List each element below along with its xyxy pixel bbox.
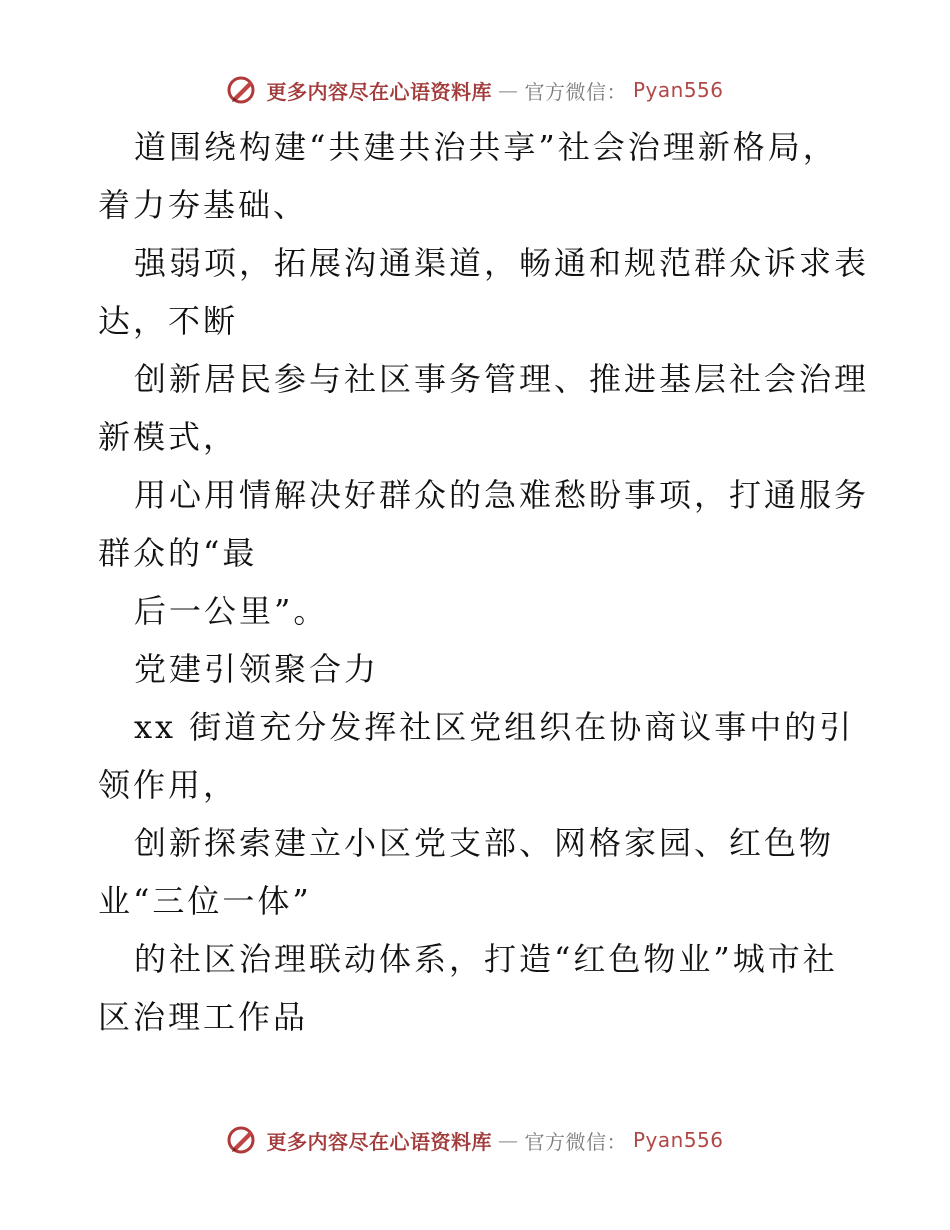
pen-logo-icon	[226, 1123, 260, 1157]
paragraph-7-line-2: 领作用，	[98, 766, 239, 804]
paragraph-8-line-1: 创新探索建立小区党支部、网格家园、红色物	[134, 824, 835, 862]
paragraph-1-line-2: 着力夯基础、	[98, 186, 309, 224]
paragraph-2-line-1: 强弱项，拓展沟通渠道，畅通和规范群众诉求表	[134, 244, 870, 282]
watermark-main-text: 更多内容尽在心语资料库	[266, 1129, 492, 1154]
paragraph-4-line-2: 群众的“最	[98, 534, 258, 572]
watermark-main-text: 更多内容尽在心语资料库	[266, 79, 492, 104]
watermark-dash: —	[497, 78, 519, 102]
watermark-wechat-id: Pyan556	[632, 1128, 724, 1152]
footer-watermark	[0, 1120, 950, 1160]
paragraph-3-line-2: 新模式，	[98, 418, 239, 456]
paragraph-9-line-2: 区治理工作品	[98, 998, 309, 1036]
watermark-wechat-label: 官方微信：	[524, 1129, 627, 1154]
section-heading: 党建引领聚合力	[134, 650, 380, 688]
paragraph-4-line-1: 用心用情解决好群众的急难愁盼事项，打通服务	[134, 476, 870, 514]
paragraph-5-line-1: 后一公里”。	[134, 592, 329, 630]
paragraph-2-line-2: 达，不断	[98, 302, 239, 340]
pen-logo-icon	[226, 73, 260, 107]
watermark-wechat-label: 官方微信：	[524, 79, 627, 104]
paragraph-7-line-1: xx 街道充分发挥社区党组织在协商议事中的引	[134, 708, 855, 746]
paragraph-3-line-1: 创新居民参与社区事务管理、推进基层社会治理	[134, 360, 870, 398]
paragraph-9-line-1: 的社区治理联动体系，打造“红色物业”城市社	[134, 940, 838, 978]
watermark-wechat-id: Pyan556	[632, 78, 724, 102]
watermark-dash: —	[497, 1128, 519, 1152]
paragraph-8-line-2: 业“三位一体”	[98, 882, 312, 920]
paragraph-1-line-1: 道围绕构建“共建共治共享”社会治理新格局，	[134, 128, 838, 166]
header-watermark	[0, 70, 950, 110]
